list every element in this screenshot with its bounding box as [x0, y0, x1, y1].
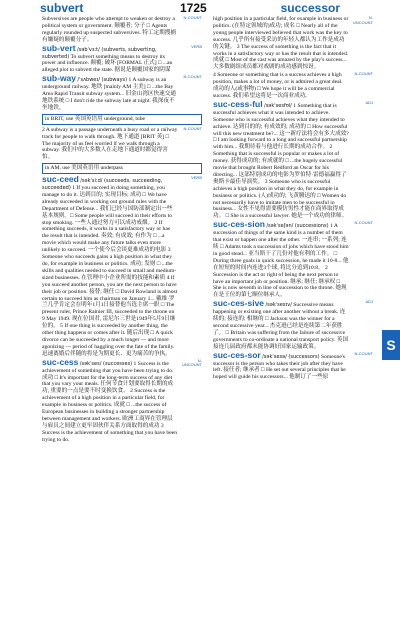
entry-definition: To subvert something means to destroy its power and influence. 颠覆; 破坏 [FORMAL 正式] □ ...an alleged plot to subvert the state. 据说是颠覆国家的阴谋 — [42, 53, 173, 74]
entry-definition: 1 Success is the achievement of something that you have been trying to do. 成功 □ It's important for the long-term success of any diet that you vary your meals. 任何节食计划要取得长期的成功, 重要的一点是要不时变换饮食。 2 Success is the achievement of a high position in a particular field, for example in business or politics. 成就 □ ...the success of European businesses in building a stronger partnership between management and workers. 欧洲工商界在管理层与雇员之间建立更牢固伙伴关系方面取得的成功 3 Success is the achievement of something that you have been trying to do. — [42, 360, 177, 443]
right-running-headword: successor — [280, 1, 340, 15]
entry-pronunciation: /səkˈsesfʊl/ — [264, 102, 292, 109]
dictionary-entry — [213, 300, 373, 350]
entry-pronunciation: /səkˈseʃən/ (successions) — [266, 223, 329, 230]
dictionary-entry — [42, 75, 202, 112]
dictionary-entry — [42, 16, 202, 44]
entry-definition: Someone's successor is the person who takes their job after they have left. 接任者; 继承者 □ He set out several principles that he hoped will guide his successors... 他制订了一些原 — [213, 353, 346, 381]
usage-box: in AM, use 美国英语用 underpass — [42, 163, 202, 174]
entry-pronunciation: /səkˈsiːd/ (succeeds, succeeding, succeeded) — [42, 178, 163, 192]
entry-pronunciation: /ˈsʌbweɪ/ (subways) — [77, 77, 128, 84]
entry-definition: 4 Someone or something that is a success achieves a high position, makes a lot of money, or is admired a great deal. 成功的人(或事物) □ We hope it will be a commercial success. 我们希望这将是一次商业成功。 — [213, 72, 343, 99]
grammar-note: N-UNCOUNT — [353, 15, 373, 25]
entry-headword[interactable]: suc-cess — [42, 356, 79, 367]
dictionary-entry — [42, 356, 202, 444]
letter-tab[interactable]: S — [382, 330, 400, 360]
entry-headword[interactable]: sub-vert — [42, 42, 76, 53]
dictionary-entry — [42, 176, 202, 358]
entry-pronunciation: /səkˈsesə/ (successors) — [262, 353, 320, 360]
entry-headword[interactable]: suc-cess-ful — [213, 98, 263, 109]
entry-pronunciation: /səkˈsesɪv/ — [265, 302, 292, 309]
entry-definition: 1 A succession of things of the same kind is a number of them that exist or happen one after the other. 一连串; 一系列; 连续 □ Adams took a succession of jobs which have stood him in good stead... 亚当斯干了几份对他有利的工作。 □ During three goals in quick succession, he made it 10-8... 他在短短的时间内连进3个球, 将比分追到10:8。 2 Succession is the act or right of being the next person to have an important job or position. 继承; 继任; 继承权 □ She is now seventh in line of succession to the throne. 她现在是王位的第七顺位继承人。 — [213, 223, 349, 299]
grammar-note: VERB — [191, 175, 202, 181]
entry-headword[interactable]: sub-way — [42, 73, 77, 84]
grammar-note: ADJ — [365, 99, 373, 105]
grammar-note: VERB — [191, 43, 202, 49]
usage-box: in BRIT, use 英国英语用 underground, tube — [42, 114, 202, 125]
entry-headword[interactable]: suc-ceed — [42, 174, 79, 185]
right-column — [213, 16, 373, 382]
entry-headword[interactable]: suc-ces-sion — [213, 219, 265, 230]
dictionary-entry — [213, 221, 373, 299]
dictionary-entry — [213, 72, 373, 100]
grammar-note: N-COUNT — [183, 15, 202, 20]
entry-definition: 1 If you succeed in doing something, you manage to do it. 达到目的; 实现目标; 成功 □ We have already succeeded in working out ground rules with the Department of Defense... 我们已经与国防部制定出一些基本规则。□ Some people will succeed in their efforts to stop smoking. 一些人通过努力可以成功戒烟。 2 If something succeeds, it works in a satisfactory way or has the result that is intended. 奏效; 有成效; 有作为 □ ...a movie which would make any future talks even more unlikely to succeed. 一个使今后会谈更难成功的电影 3 Someone who succeeds gains a high position in what they do, for example in business or politics. 成功; 发财 □ ...the skills and qualities needed to succeed in small and medium-sized businesses. 在管理中小企业所需的技能和素质 4 If you succeed another person, you are the next person to have their job or position. 接替; 继任 □ David Rowland is almost certain to succeed him as chairman on January 1... 戴维·罗兰几乎肯定会在明年1月1日接替他当选主席一职 □ The present ruler, Prince Rainier III, succeeded to the throne on 9 May 1949. 现在位国君, 雷尼尔三世是1949年5月9日继位的。 5 If one thing is succeeded by another thing, the other thing happens or comes after it. 随后出现 □ A quick divorce can be succeeded by a much longer — and more agonizing — period of haggling over the fate of the family. 迅速离婚后伴随的将是为期更长、更为痛苦的争执。 — [42, 185, 178, 357]
dictionary-entry — [213, 349, 373, 382]
entry-definition: 2 A subway is a passage underneath a busy road or a railway track for people to walk through. 地下通道 [BRIT 英] □ The majority of us feel worried if we walk through a subway. 我们中的大多数人在走地下通道时都觉得害怕。 — [42, 126, 178, 161]
page-number: 1725 — [180, 1, 207, 15]
entry-definition: 1 Something that is successful achieves what it was intended to achieve. Someone who is successful achieves what they intended to achieve. 达到目的的; 有成效的; 成功的 □ How successful will this new treatment be?... 这一新疗法将会有多大成效? □ I am looking forward to a long and successful partnership with him... 我期待着与他进行长期的成功合作。 2 Something that is successful is popular or makes a lot of money. 获得成功的; 有成就的 □ ...the hugely successful movie that brought Robert Redford an Oscar for his directing... 这部特别成功的电影为罗伯特·雷德福赢得了奥斯卡最佳导演奖。 3 Someone who is successful achieves a high position in what they do, for example in business or politics. (人)成功的; 飞黄腾达的 □ Women do not necessarily have to imitate men to be successful in business... 女性不见得需要模仿男性才能在商界取得成功。 □ She is a successful lawyer. 她是一个成功的律师。 — [213, 102, 349, 220]
entry-pronunciation: /səbˈvɜːt/ (subverts, subverting, subverted) — [42, 46, 157, 60]
dictionary-entry — [213, 16, 373, 71]
left-running-headword: subvert — [40, 1, 84, 15]
dictionary-entry — [42, 42, 202, 75]
entry-pronunciation: /səkˈses/ (successes) — [79, 360, 133, 367]
grammar-note: N-COUNT — [354, 220, 373, 226]
entry-definition: Subversives are people who attempt to weaken or destroy a political system or government. 颠覆者; 分子 □ Agents regularly rounded up suspected subversives. 特工定期搜捕有嫌疑的颠覆分子。 — [42, 16, 176, 43]
grammar-note: N-COUNT — [354, 71, 373, 77]
grammar-note: N-COUNT — [183, 125, 202, 131]
left-column — [42, 16, 202, 445]
grammar-note: N-UNCOUNT — [182, 357, 202, 368]
grammar-note: ADJ — [365, 299, 373, 305]
dictionary-entry — [213, 98, 373, 220]
entry-definition: high position in a particular field, for example in business or politics. (在特定领域的)成功; 成名 □ Nearly all of the young people interviewed believed that work was the key to success. 几乎所有接受采访的年轻人都认为工作是成功的关键。 3 The success of something is the fact that it works in a satisfactory way or has the result that is intended. 成就 □ Most of the cast was amazed by the play's success... 大多数剧组成员都对戏剧的成功感到惊讶。 — [213, 16, 349, 71]
entry-definition: Successive means happening or existing one after another without a break. 连续的; 接连的; 相继的 □ Jackson was the winner for a second successive year... 杰克逊已经是连续第二年获胜了。 □ Britain was suffering from the failure of successive governments to co-ordinate a national transport policy. 英国接连几届政府都未能协调好国家运输政策。 — [213, 302, 349, 350]
grammar-note: N-COUNT — [183, 74, 202, 80]
entry-headword[interactable]: suc-ces-sor — [213, 349, 261, 360]
entry-headword[interactable]: suc-ces-sive — [213, 298, 265, 309]
grammar-note: N-COUNT — [354, 350, 373, 356]
dictionary-entry — [42, 127, 202, 162]
entry-definition: 1 A subway is an underground railway. 地铁 [mainly AM 主美] □ ...the Bay Area Rapid Transit subway system... 旧金山湾区快速交通地铁系统 □ I don't ride the subway late at night. 我深夜不坐地铁。 — [42, 77, 176, 111]
